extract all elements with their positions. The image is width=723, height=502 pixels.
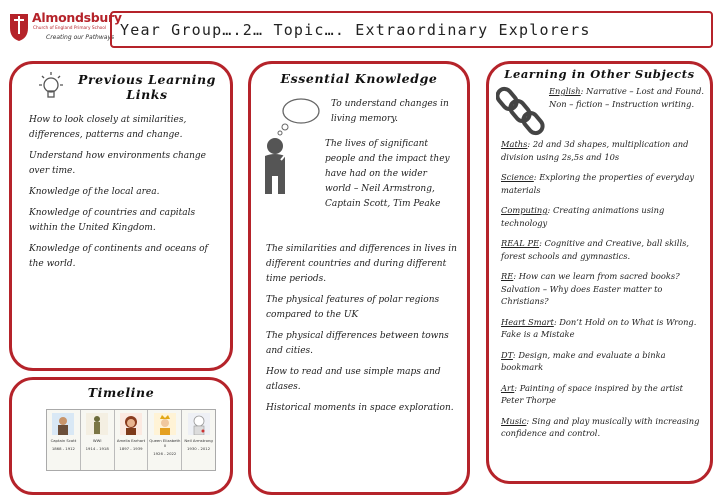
previous-learning-panel bbox=[9, 61, 233, 371]
subject-label: DT bbox=[501, 349, 513, 360]
logo-name: Almondsbury bbox=[32, 10, 122, 25]
subject-text: : 2d and 3d shapes, multiplication and division using 2s,5s and 10s bbox=[501, 139, 689, 162]
subject-text: : Cognitive and Creative, ball skills, forest schools and gymnastics. bbox=[501, 238, 690, 261]
subject-text: : Sing and play musically with increasing confidence and control. bbox=[501, 415, 700, 438]
subject-entry bbox=[501, 138, 707, 163]
subject-label: Science bbox=[501, 172, 534, 182]
logo-tagline: Creating our Pathways bbox=[46, 34, 115, 41]
school-crest-icon bbox=[8, 12, 30, 42]
timeline-date: 1930 - 2012 bbox=[187, 446, 211, 451]
previous-learning-list bbox=[29, 113, 225, 278]
essential-knowledge-item: To understand changes in living memory. bbox=[331, 99, 449, 124]
previous-learning-title: Previous Learning Links bbox=[77, 72, 217, 102]
thinking-person-icon bbox=[259, 94, 325, 204]
lightbulb-icon bbox=[34, 70, 68, 104]
school-logo bbox=[6, 6, 122, 52]
subject-label: English bbox=[549, 86, 581, 96]
subject-label: Maths bbox=[501, 139, 528, 149]
subject-entry bbox=[501, 316, 707, 341]
subject-entry bbox=[501, 237, 707, 262]
subject-text: : How can we learn from sacred books? Salvation – Why does Easter matter to Christians? bbox=[501, 271, 680, 306]
subject-entry bbox=[501, 270, 707, 308]
timeline-name: Neil Armstrong bbox=[184, 438, 213, 443]
timeline-entry bbox=[81, 410, 115, 470]
list-item: Historical moments in space exploration. bbox=[266, 403, 454, 413]
timeline-name: Queen Elizabeth II bbox=[149, 438, 181, 448]
other-subjects-list bbox=[501, 138, 707, 448]
timeline-entry bbox=[148, 410, 182, 470]
timeline-strip bbox=[46, 409, 216, 471]
list-item: The physical differences between towns and cities. bbox=[266, 331, 449, 356]
timeline-date: 1868 - 1912 bbox=[51, 446, 75, 451]
list-item: Knowledge of continents and oceans of the world. bbox=[29, 244, 208, 269]
subject-text: : Painting of space inspired by the artist Peter Thorpe bbox=[501, 382, 683, 405]
timeline-date: 1914 - 1918 bbox=[85, 446, 109, 451]
subject-entry bbox=[501, 415, 707, 440]
subject-label: Heart Smart bbox=[501, 316, 554, 327]
subject-label: REAL PE bbox=[501, 238, 540, 248]
list-item: How to look closely at similarities, differences, patterns and change. bbox=[29, 115, 187, 140]
timeline-title: Timeline bbox=[87, 385, 155, 400]
logo-subtitle: Church of England Primary School bbox=[33, 26, 107, 31]
astronaut-icon bbox=[188, 413, 210, 435]
other-subjects-title: Learning in Other Subjects bbox=[504, 67, 695, 81]
queen-portrait-icon bbox=[154, 413, 176, 435]
timeline-name: Amelia Earhart bbox=[116, 438, 146, 443]
english-entry bbox=[549, 85, 709, 110]
essential-knowledge-title: Essential Knowledge bbox=[280, 71, 438, 86]
list-item: Knowledge of countries and capitals within the United Kingdom. bbox=[29, 208, 196, 233]
soldier-icon bbox=[86, 413, 108, 435]
subject-label: Music bbox=[501, 415, 527, 426]
timeline-entry bbox=[47, 410, 81, 470]
page-title: Year Group….2… Topic…. Extraordinary Explorers bbox=[120, 20, 591, 39]
subject-text: : Design, make and evaluate a binka bookmark bbox=[501, 349, 666, 372]
timeline-date: 1897 - 1939 bbox=[119, 446, 143, 451]
subject-text: Non – fiction – Instruction writing. bbox=[549, 98, 695, 109]
title-banner bbox=[110, 11, 713, 48]
timeline-date: 1926 - 2022 bbox=[153, 451, 177, 456]
timeline-entry bbox=[182, 410, 215, 470]
timeline-entry bbox=[115, 410, 149, 470]
subject-label: Art bbox=[501, 382, 515, 393]
list-item: How to read and use simple maps and atlases. bbox=[266, 367, 441, 392]
chain-links-icon bbox=[496, 84, 548, 138]
subject-entry bbox=[501, 382, 707, 407]
subject-text: : Don’t Hold on to What is Wrong. Fake is a Mistake bbox=[501, 316, 697, 339]
captain-scott-portrait-icon bbox=[52, 413, 74, 435]
subject-text: : Exploring the properties of everyday materials bbox=[501, 172, 695, 195]
subject-text: : Narrative – Lost and Found. bbox=[580, 86, 705, 96]
timeline-name: Captain Scott bbox=[50, 438, 77, 443]
list-item: Knowledge of the local area. bbox=[29, 187, 160, 197]
amelia-earhart-portrait-icon bbox=[120, 413, 142, 435]
subject-entry bbox=[501, 171, 707, 196]
subject-text: : Creating animations using technology bbox=[501, 205, 665, 228]
essential-knowledge-item: The lives of significant people and the impact they have had on the wider world – Neil Armstrong, Captain Scott, Tim Peake bbox=[325, 139, 450, 209]
subject-entry bbox=[501, 349, 707, 374]
list-item: Understand how environments change over time. bbox=[29, 151, 207, 176]
essential-knowledge-panel bbox=[248, 61, 470, 495]
essential-knowledge-list bbox=[266, 242, 464, 422]
list-item: The similarities and differences in lives in different countries and during different time periods. bbox=[266, 244, 457, 284]
subject-label: Computing bbox=[501, 205, 548, 215]
other-subjects-panel bbox=[486, 61, 713, 484]
subject-entry bbox=[501, 204, 707, 229]
timeline-panel bbox=[9, 377, 233, 495]
subject-label: RE bbox=[501, 271, 514, 281]
list-item: The physical features of polar regions compared to the UK bbox=[266, 295, 440, 320]
timeline-name: WWI bbox=[92, 438, 102, 443]
